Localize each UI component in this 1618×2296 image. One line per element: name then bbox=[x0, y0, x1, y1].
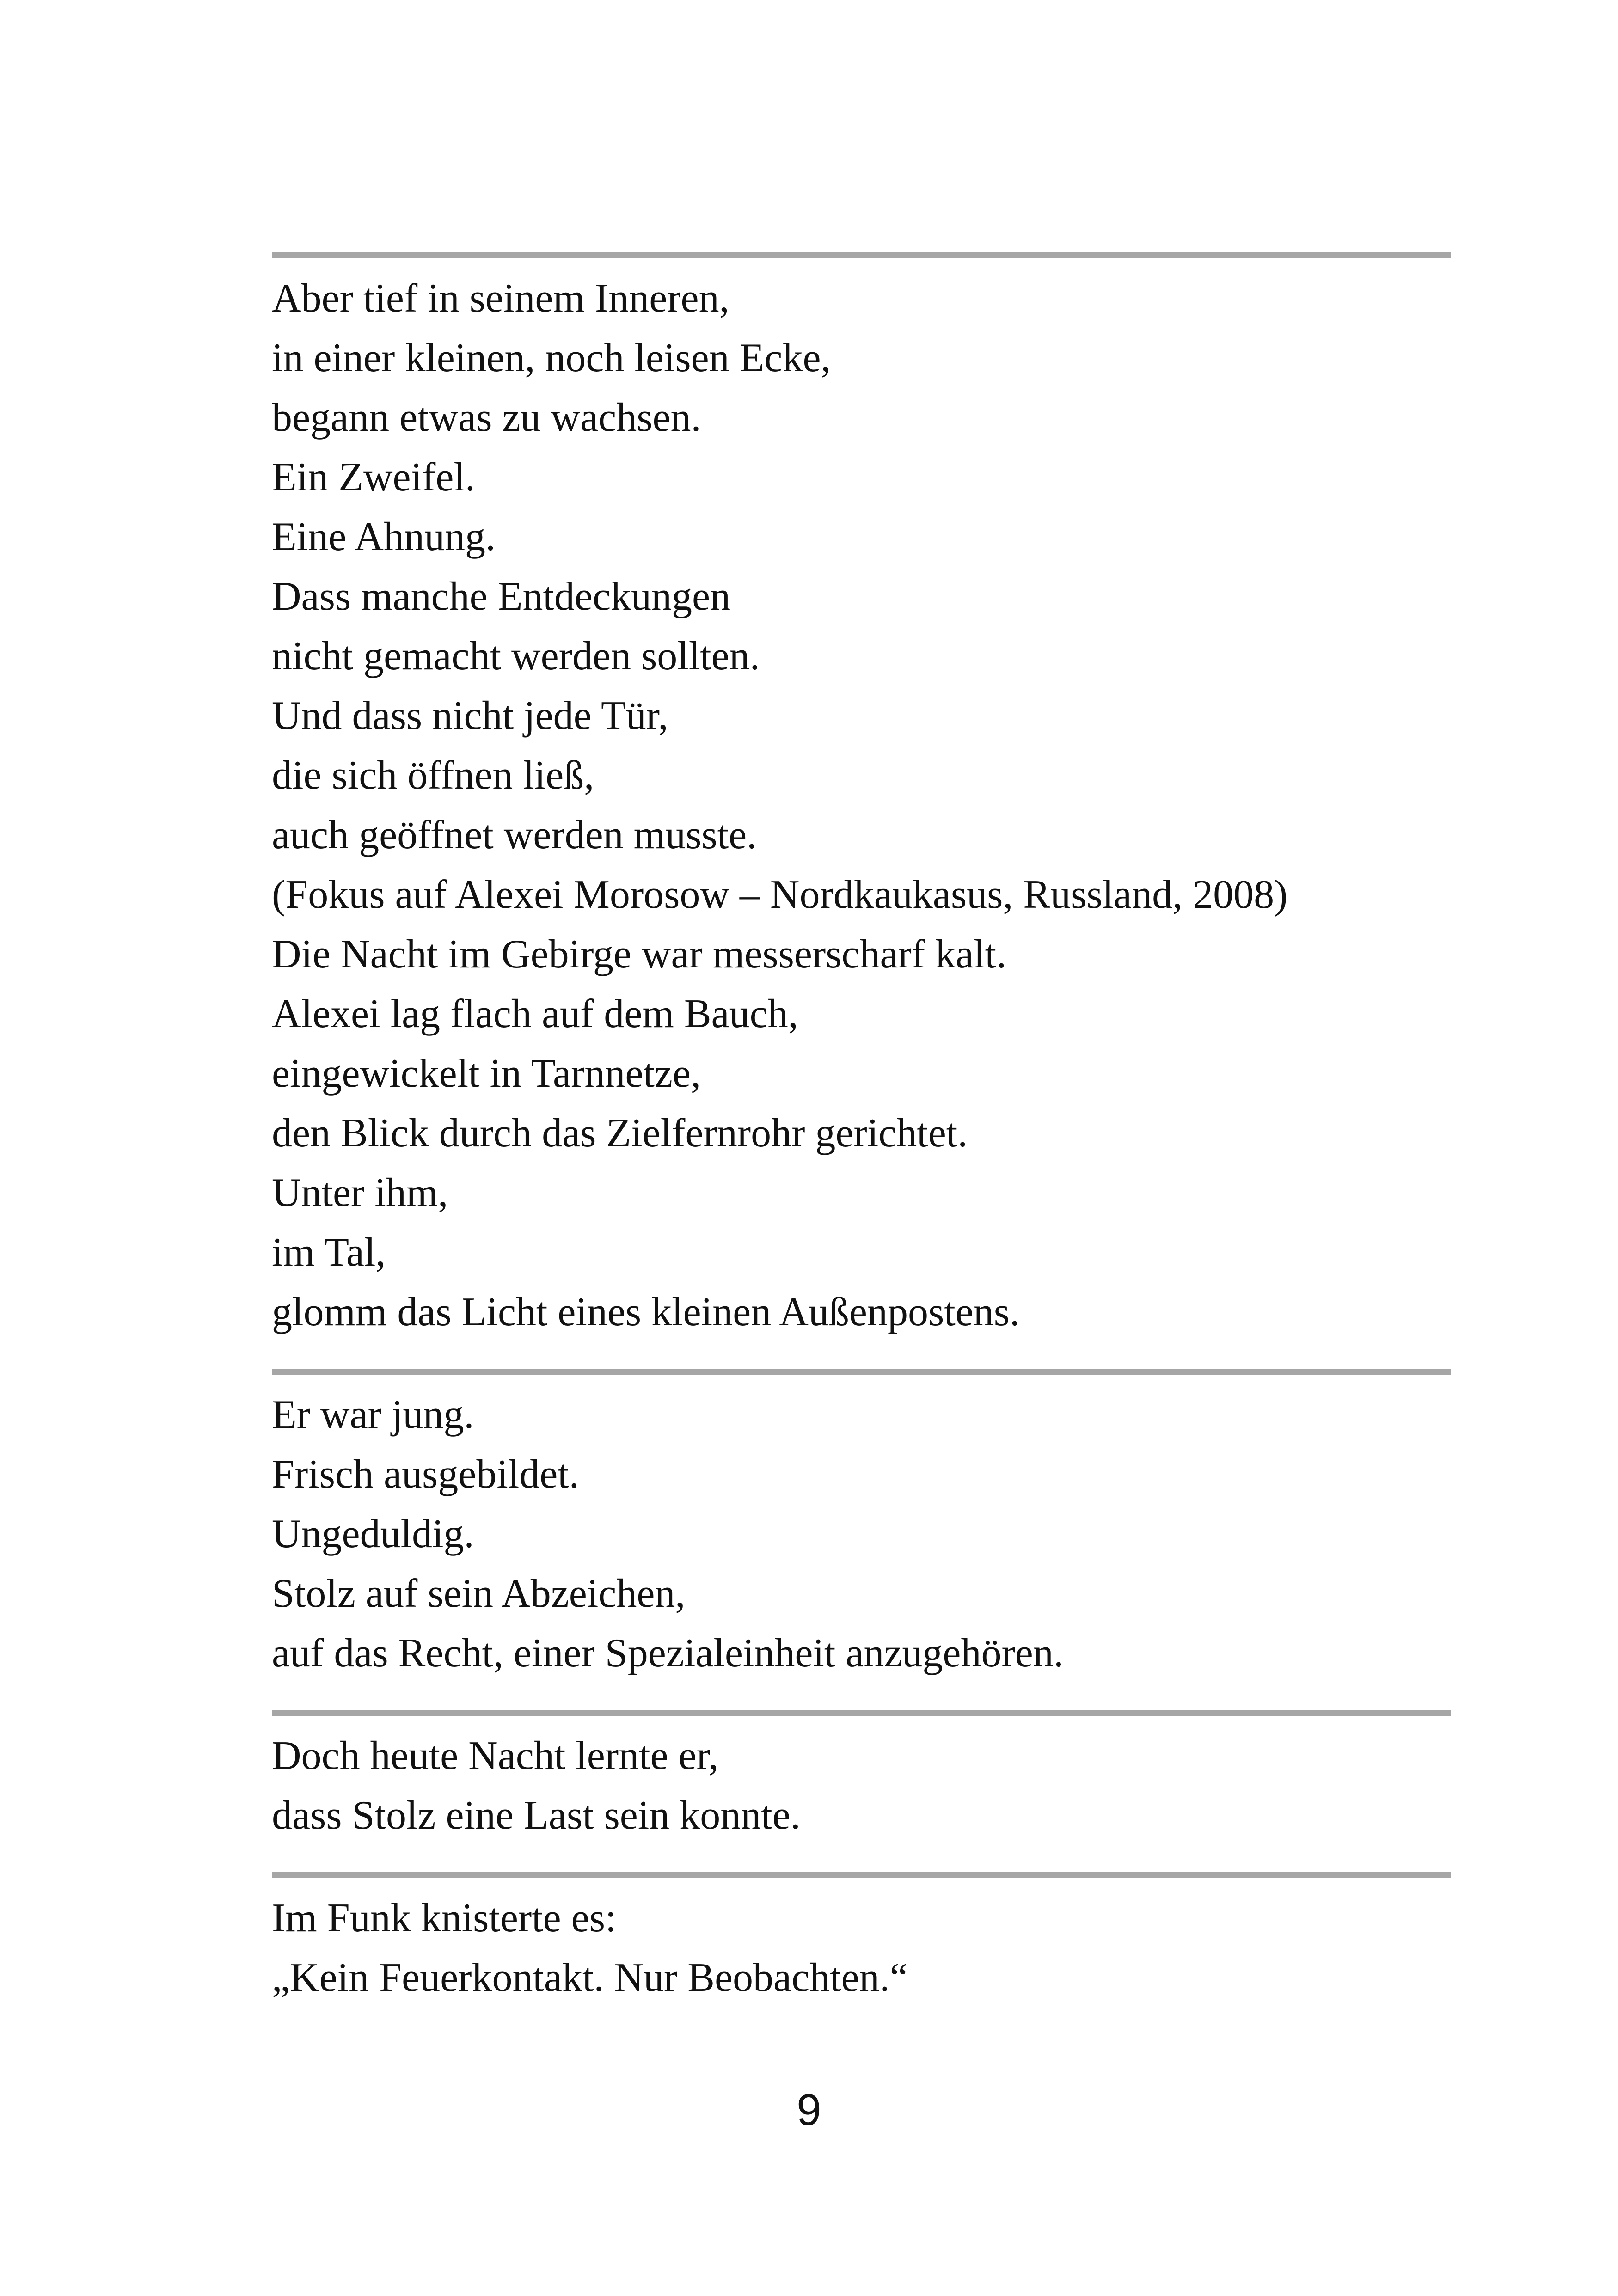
stanza bbox=[272, 258, 1451, 1369]
text-line: Frisch ausgebildet. bbox=[272, 1452, 579, 1497]
text-line: Im Funk knisterte es: bbox=[272, 1896, 617, 1941]
text-line: Er war jung. bbox=[272, 1392, 474, 1437]
text-line: auch geöffnet werden musste. bbox=[272, 813, 757, 857]
text-line: „Kein Feuerkontakt. Nur Beobachten.“ bbox=[272, 1955, 908, 2000]
stanza bbox=[272, 1716, 1451, 1872]
text-line: Dass manche Entdeckungen bbox=[272, 574, 731, 619]
text-line: begann etwas zu wachsen. bbox=[272, 395, 701, 440]
text-line: Ungeduldig. bbox=[272, 1512, 474, 1556]
text-line: Und dass nicht jede Tür, bbox=[272, 693, 668, 738]
text-line: auf das Recht, einer Spezialeinheit anzugehören. bbox=[272, 1631, 1064, 1676]
stanza bbox=[272, 1375, 1451, 1710]
text-line: im Tal, bbox=[272, 1230, 386, 1275]
text-line: Stolz auf sein Abzeichen, bbox=[272, 1571, 686, 1616]
text-line: Eine Ahnung. bbox=[272, 514, 496, 559]
text-line: (Fokus auf Alexei Morosow – Nordkaukasus, Russland, 2008) bbox=[272, 872, 1288, 917]
text-line: glomm das Licht eines kleinen Außenpostens. bbox=[272, 1290, 1020, 1335]
text-line: eingewickelt in Tarnnetze, bbox=[272, 1051, 701, 1096]
stanza bbox=[272, 1878, 1451, 2034]
text-line: Doch heute Nacht lernte er, bbox=[272, 1733, 719, 1778]
text-line: Ein Zweifel. bbox=[272, 455, 475, 500]
section-divider bbox=[272, 1872, 1451, 1878]
section-divider bbox=[272, 1710, 1451, 1716]
text-line: die sich öffnen ließ, bbox=[272, 753, 594, 798]
text-line: nicht gemacht werden sollten. bbox=[272, 634, 760, 679]
section-divider bbox=[272, 1369, 1451, 1375]
text-line: Alexei lag flach auf dem Bauch, bbox=[272, 992, 798, 1036]
text-line: dass Stolz eine Last sein konnte. bbox=[272, 1793, 801, 1838]
text-line: Unter ihm, bbox=[272, 1170, 448, 1215]
text-line: in einer kleinen, noch leisen Ecke, bbox=[272, 336, 831, 380]
text-line: Aber tief in seinem Inneren, bbox=[272, 276, 729, 321]
page-body bbox=[272, 252, 1451, 2034]
text-line: Die Nacht im Gebirge war messerscharf kalt. bbox=[272, 932, 1007, 977]
section-divider bbox=[272, 252, 1451, 258]
text-line: den Blick durch das Zielfernrohr gerichtet. bbox=[272, 1111, 968, 1156]
page-number: 9 bbox=[797, 2085, 821, 2135]
